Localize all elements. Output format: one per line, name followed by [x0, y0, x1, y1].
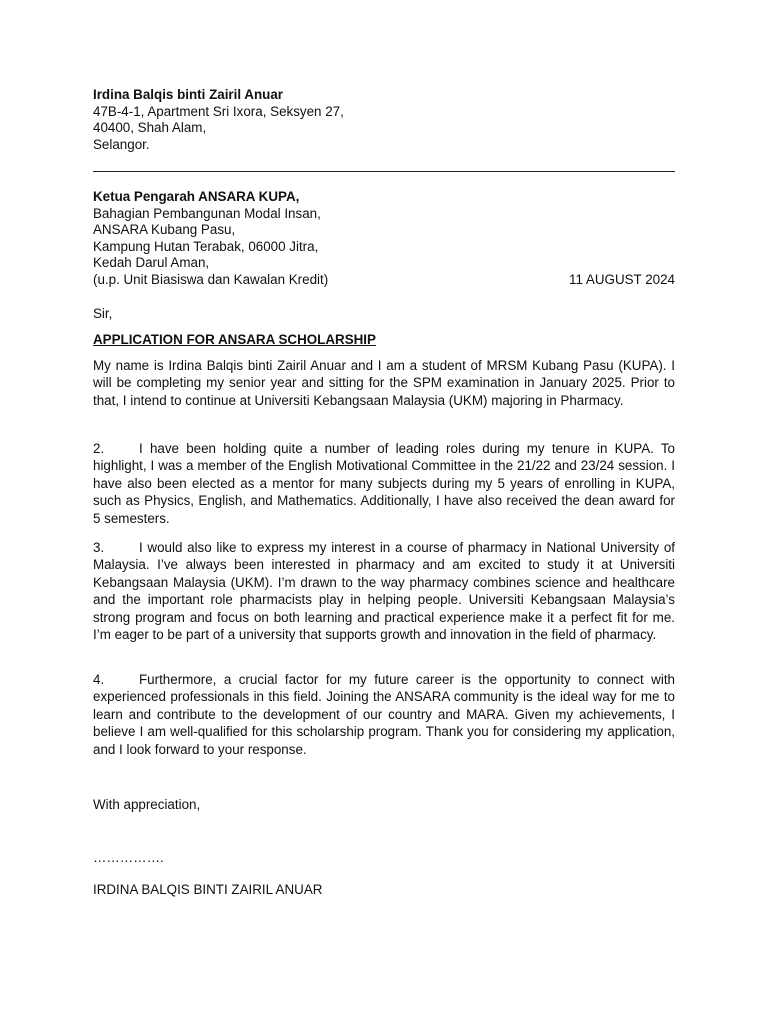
signature-line: ……………. — [93, 850, 164, 865]
recipient-line: Bahagian Pembangunan Modal Insan, — [93, 205, 321, 221]
recipient-title: Ketua Pengarah ANSARA KUPA, — [93, 189, 300, 204]
sender-address-line: Selangor. — [93, 136, 150, 152]
paragraph-text: My name is Irdina Balqis binti Zairil Anuar and I am a student of MRSM Kubang Pasu (KUPA). I will be completing my senior year and sitting for the SPM examination in January 2025. Prior to that, I intend to continue at Universiti Kebangsaan Malaysia (UKM) majoring in Pharmacy. — [93, 358, 675, 408]
signature-name: IRDINA BALQIS BINTI ZAIRIL ANUAR — [93, 882, 323, 897]
paragraph-number: 4. — [93, 672, 105, 687]
recipient-block — [93, 189, 675, 289]
paragraph-1 — [93, 357, 675, 409]
paragraph-text: I would also like to express my interest in a course of pharmacy in National University of Malaysia. I’ve always been interested in pharmacy and am excited to study it at Universiti Kebangsaan Malaysia (UKM). I’m drawn to the way pharmacy combines science and healthcare and the important role pharmacists play in helping people. Universiti Kebangsaan Malaysia’s strong program and focus on both learning and practical experience make it a perfect fit for me. I’m eager to be part of a university that supports growth and innovation in the field of pharmacy. — [93, 540, 675, 643]
subject-heading: APPLICATION FOR ANSARA SCHOLARSHIP — [93, 332, 376, 347]
paragraph-text: I have been holding quite a number of leading roles during my tenure in KUPA. To highlight, I was a member of the English Motivational Committee in the 21/22 and 23/24 session. I have also been elected as a mentor for many subjects during my 5 years of enrolling in KUPA, such as Physics, English, and Mathematics. Additionally, I have also received the dean award for 5 semesters. — [93, 441, 675, 526]
closing: With appreciation, — [93, 797, 201, 812]
paragraph-number: 2. — [93, 441, 105, 456]
paragraph-number: 3. — [93, 540, 105, 555]
sender-block — [93, 87, 675, 153]
sender-address-line: 47B-4-1, Apartment Sri Ixora, Seksyen 27, — [93, 103, 344, 119]
paragraph-3 — [93, 539, 675, 643]
recipient-line: Kampung Hutan Terabak, 06000 Jitra, — [93, 238, 319, 254]
paragraph-4 — [93, 671, 675, 758]
paragraph-2 — [93, 440, 675, 527]
recipient-line: (u.p. Unit Biasiswa dan Kawalan Kredit) — [93, 271, 329, 287]
letter-date: 11 AUGUST 2024 — [569, 271, 675, 287]
sender-name: Irdina Balqis binti Zairil Anuar — [93, 87, 283, 102]
salutation: Sir, — [93, 306, 113, 321]
paragraph-text: Furthermore, a crucial factor for my future career is the opportunity to connect with experienced professionals in this field. Joining the ANSARA community is the ideal way for me to learn and contribute to the development of our country and MARA. Given my achievements, I believe I am well-qualified for this scholarship program. Thank you for considering my application, and I look forward to your response. — [93, 672, 675, 757]
header-divider — [93, 171, 675, 172]
recipient-line: ANSARA Kubang Pasu, — [93, 222, 236, 238]
sender-address-line: 40400, Shah Alam, — [93, 120, 207, 136]
recipient-line: Kedah Darul Aman, — [93, 255, 210, 271]
